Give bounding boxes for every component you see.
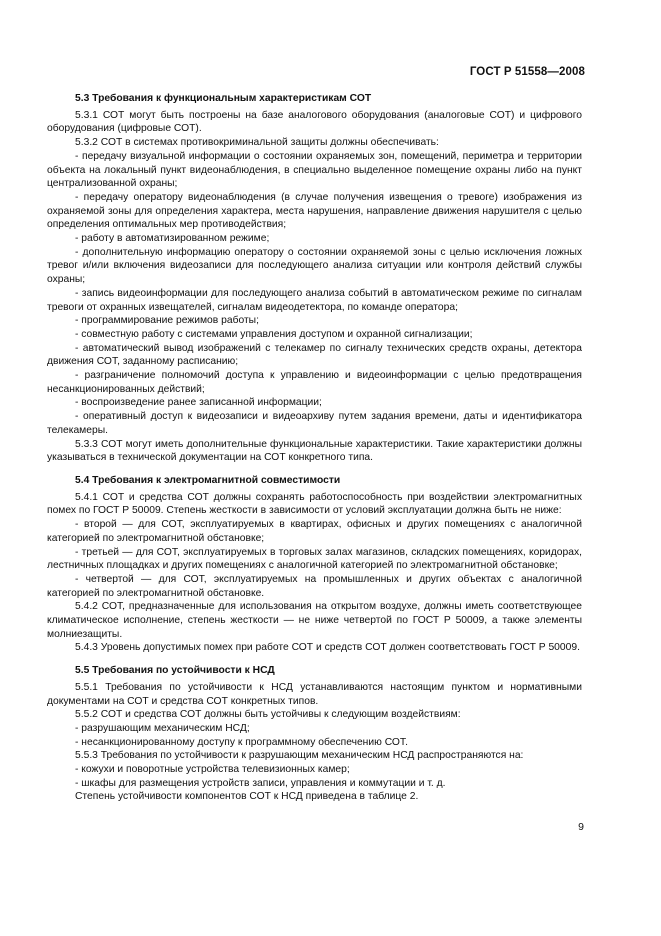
list-item: - передачу визуальной информации о состоянии охраняемых зон, помещений, периметра и территории объекта на локальный пункт видеонаблюдения, в специально выделенное помещение охраны либо на пункт централизованной охраны; [47,150,582,190]
list-item: - работу в автоматизированном режиме; [75,233,270,245]
section-heading-5-3: 5.3 Требования к функциональным характеристикам СОТ [75,93,372,104]
list-item: - несанкционированному доступу к программному обеспечению СОТ. [75,736,408,748]
paragraph: 5.5.2 СОТ и средства СОТ должны быть устойчивы к следующим воздействиям: [75,709,461,721]
list-item: - воспроизведение ранее записанной информации; [75,397,322,409]
list-item: - четвертой — для СОТ, эксплуатируемых на промышленных и других объектах с аналогичной категорией по электромагнитной обстановке. [47,573,582,599]
section-heading-5-4: 5.4 Требования к электромагнитной совместимости [75,474,341,486]
section-heading-5-5: 5.5 Требования по устойчивости к НСД [75,665,275,677]
paragraph: 5.3.1 СОТ могут быть построены на базе аналогового оборудования (аналоговые СОТ) и цифрового оборудования (цифровые СОТ). [47,109,582,135]
list-item: - кожухи и поворотные устройства телевизионных камер; [75,764,350,776]
list-item: - второй — для СОТ, эксплуатируемых в квартирах, офисных и других помещениях с аналогичной категорией по электромагнитной обстановке; [47,519,582,544]
list-item: - оперативный доступ к видеозаписи и видеоархиву путем задания времени, даты и идентификатора телекамеры. [47,411,582,436]
paragraph: 5.3.2 СОТ в системах противокриминальной защиты должны обеспечивать: [75,137,439,149]
list-item: - автоматический вывод изображений с телекамер по сигналу технических средств охраны, детектора движения СОТ, заданному расписанию; [47,342,582,368]
list-item: - совместную работу с системами управления доступом и охранной сигнализации; [75,328,473,340]
list-item: - дополнительную информацию оператору о состоянии охраняемой зоны с целью исключения ложных тревог и/или включения видеозаписи для последующего анализа ситуации или контроля действий службы охраны; [47,246,582,286]
document-number: ГОСТ Р 51558—2008 [469,66,585,78]
paragraph: 5.4.1 СОТ и средства СОТ должны сохранять работоспособность при воздействии электромагнитных помех по ГОСТ Р 50009. Степень жесткости в зависимости от условий эксплуатации должна быть не ниже: [47,491,582,517]
list-item: - разграничение полномочий доступа к управлению и видеоинформации с целью предотвращения несанкционированных действий; [47,370,582,395]
list-item: - передачу оператору видеонаблюдения (в случае получения извещения о тревоге) изображения из охраняемой зоны для определения характера, места нарушения, направление движения нарушителя с целью определения оптимальных мер противодействия; [47,191,582,231]
list-item: - запись видеоинформации для последующего анализа событий в автоматическом режиме по сигналам тревоги от охранных извещателей, сигналам видеодетектора, по команде оператора; [47,287,582,313]
paragraph: 5.3.3 СОТ могут иметь дополнительные функциональные характеристики. Такие характеристики должны указываться в технической документации на СОТ конкретного типа. [47,438,582,464]
paragraph: 5.5.1 Требования по устойчивости к НСД устанавливаются настоящим пунктом и нормативными документами на СОТ и средства СОТ конкретных типов. [47,681,582,707]
list-item: - третьей — для СОТ, эксплуатируемых в торговых залах магазинов, складских помещениях, коридорах, лестничных площадках и других помещениях с аналогичной категорией по электромагнитной обстановке; [47,546,582,572]
page-number: 9 [578,821,584,833]
paragraph: 5.4.3 Уровень допустимых помех при работе СОТ и средств СОТ должен соответствовать ГОСТ Р 50009. [75,642,580,654]
list-item: - шкафы для размещения устройств записи, управления и коммутации и т. д. [75,777,446,789]
list-item: - программирование режимов работы; [75,315,259,327]
page-content [47,92,582,804]
paragraph: 5.5.3 Требования по устойчивости к разрушающим механическим НСД распространяются на: [75,750,524,762]
paragraph: Степень устойчивости компонентов СОТ к НСД приведена в таблице 2. [75,791,419,803]
list-item: - разрушающим механическим НСД; [75,722,250,734]
paragraph: 5.4.2 СОТ, предназначенные для использования на открытом воздухе, должны иметь соответствующее климатическое исполнение, степень жесткости — не ниже четвертой по ГОСТ Р 50009, а также элементы молниезащиты. [47,601,582,640]
